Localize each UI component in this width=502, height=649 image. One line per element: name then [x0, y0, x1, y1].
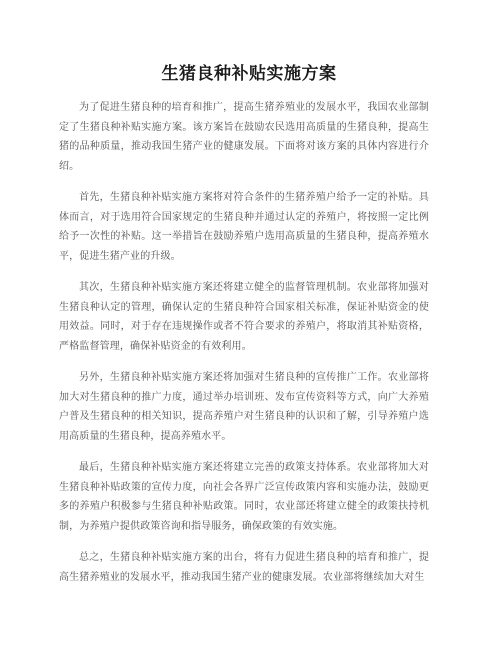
- paragraph-conclusion: 总之，生猪良种补贴实施方案的出台，将有力促进生猪良种的培育和推广，提高生猪养殖业的发展水平，推动我国生猪产业的健康发展。农业部将继续加大对生: [59, 552, 429, 583]
- document-title: 生猪良种补贴实施方案: [161, 64, 337, 84]
- paragraph-intro: 为了促进生猪良种的培育和推广，提高生猪养殖业的发展水平，我国农业部制定了生猪良种补贴实施方案。该方案旨在鼓励农民选用高质量的生猪良种，提高生猪的品种质量，推动我国生猪产业的健康发展。下面将对该方案的具体内容进行介绍。: [59, 102, 429, 172]
- paragraph-supervision: 其次，生猪良种补贴实施方案还将建立健全的监督管理机制。农业部将加强对生猪良种认定的管理，确保认定的生猪良种符合国家相关标准，保证补贴资金的使用效益。同时，对于存在违规操作或者不符合要求的养殖户，将取消其补贴资格，严格监督管理，确保补贴资金的有效利用。: [59, 282, 429, 352]
- paragraph-subsidy: 首先，生猪良种补贴实施方案将对符合条件的生猪养殖户给予一定的补贴。具体而言，对于选用符合国家规定的生猪良种并通过认定的养殖户，将按照一定比例给予一次性的补贴。这一举措旨在鼓励养殖户选用高质量的生猪良种，提高养殖水平，促进生猪产业的升级。: [59, 192, 429, 262]
- document-body: [59, 98, 429, 587]
- paragraph-policy-support: 最后，生猪良种补贴实施方案还将建立完善的政策支持体系。农业部将加大对生猪良种补贴政策的宣传力度，向社会各界广泛宣传政策内容和实施办法，鼓励更多的养殖户积极参与生猪良种补贴政策。同时，农业部还将建立健全的政策扶持机制，为养殖户提供政策咨询和指导服务，确保政策的有效实施。: [59, 462, 429, 532]
- paragraph-promotion: 另外，生猪良种补贴实施方案还将加强对生猪良种的宣传推广工作。农业部将加大对生猪良种的推广力度，通过举办培训班、发布宣传资料等方式，向广大养殖户普及生猪良种的相关知识，提高养殖户对生猪良种的认识和了解，引导养殖户选用高质量的生猪良种，提高养殖水平。: [59, 372, 429, 442]
